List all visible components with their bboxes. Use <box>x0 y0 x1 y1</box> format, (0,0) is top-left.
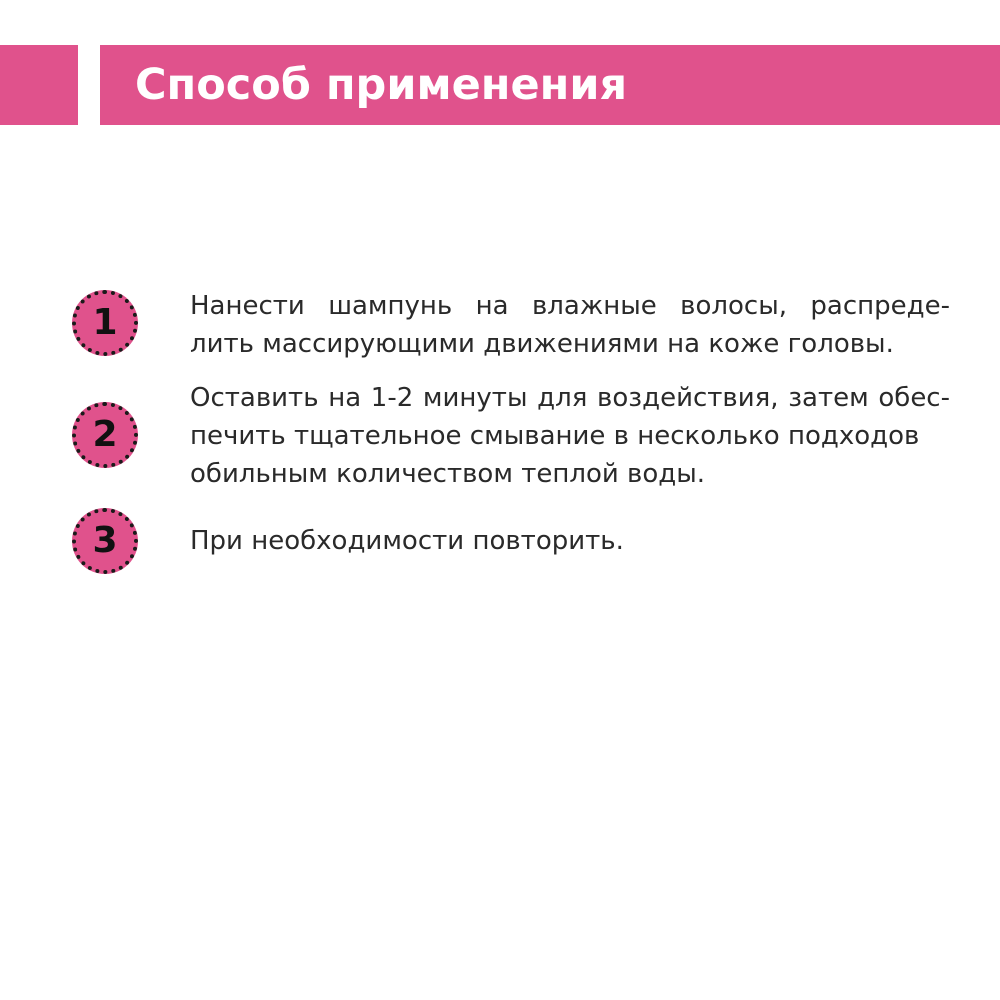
step-description <box>190 522 950 560</box>
step-text-line: Оставить на 1-2 минуты для воздействия, затем обес- <box>190 383 950 413</box>
step-description <box>190 379 950 493</box>
step-number-badge <box>72 290 138 356</box>
header-accent-block <box>0 45 78 125</box>
page-title: Способ применения <box>135 60 628 110</box>
step-number: 1 <box>92 302 118 343</box>
step-text-line: При необходимости повторить. <box>190 526 624 556</box>
step-text-line: обильным количеством теплой воды. <box>190 459 706 489</box>
step-number: 3 <box>92 520 118 561</box>
step-text-line: лить массирующими движениями на коже головы. <box>190 329 894 359</box>
step-text-line: Нанести шампунь на влажные волосы, распреде- <box>190 291 950 321</box>
step-number-badge <box>72 402 138 468</box>
step-number-badge <box>72 508 138 574</box>
step-number: 2 <box>92 414 118 455</box>
step-text-line: печить тщательное смывание в несколько подходов <box>190 421 920 451</box>
step-description <box>190 287 950 363</box>
